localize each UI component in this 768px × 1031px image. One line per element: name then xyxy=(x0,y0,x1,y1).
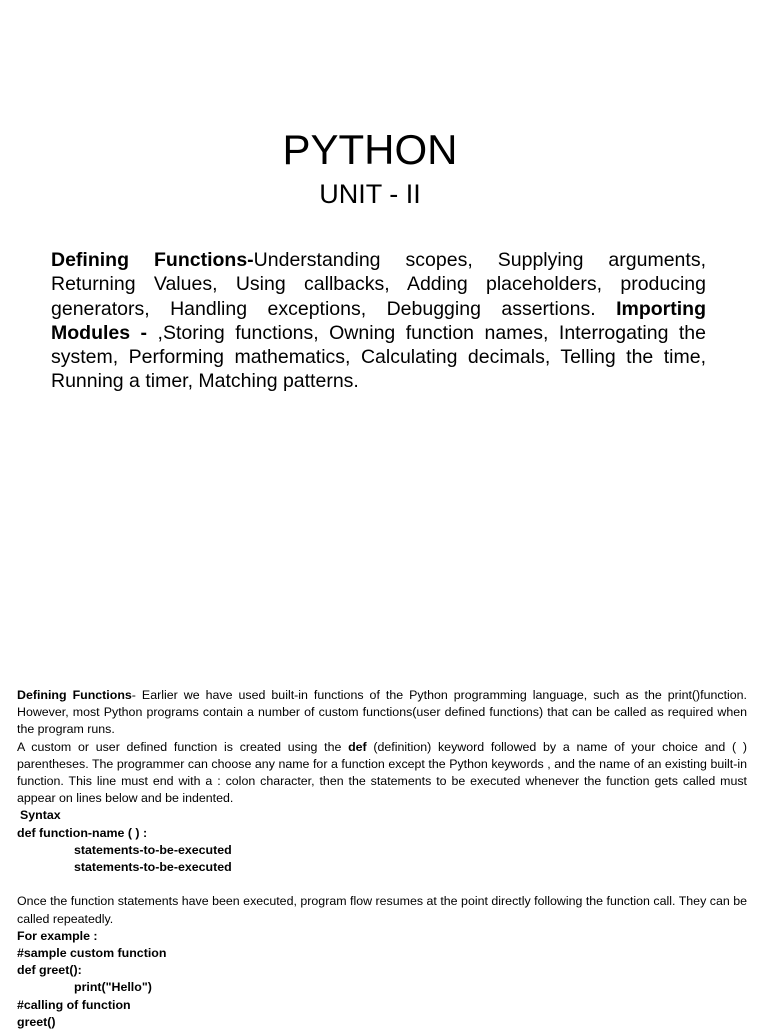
syntax-statement-line: statements-to-be-executed xyxy=(74,860,232,875)
syntax-def-line: def function-name ( ) : xyxy=(17,825,148,840)
def-description-end: (definition) keyword followed by a name of your choice and ( ) parentheses. The programmer can choose any name for a function except the Python keywords , and the name of an existing built-in function. This line must end with a : colon character, then the statements to be executed whenever the function gets called must appear on lines below and be indented. xyxy=(17,739,747,806)
syntax-statement-line: statements-to-be-executed xyxy=(74,842,232,857)
code-call-line: greet() xyxy=(17,1014,56,1029)
paragraph-defining-functions xyxy=(17,687,747,739)
slide-subtitle: UNIT - II xyxy=(319,179,421,209)
defining-functions-heading: Defining Functions xyxy=(17,688,132,702)
slide-title: PYTHON xyxy=(282,126,458,173)
def-description-start: A custom or user defined function is created using the xyxy=(17,739,349,754)
code-comment-line: #sample custom function xyxy=(17,946,167,961)
defining-functions-description: - Earlier we have used built-in functions of the Python programming language, such as the print()function. However, most Python programs contain a number of custom functions(user defined functions) that can be called as required when the program runs. xyxy=(17,688,747,737)
code-def-line: def greet(): xyxy=(17,963,82,978)
content-body xyxy=(17,687,747,1031)
syntax-heading: Syntax xyxy=(20,808,61,823)
example-heading: For example : xyxy=(17,928,98,943)
content-slide xyxy=(0,680,768,1029)
defining-functions-label: Defining Functions- xyxy=(51,249,254,271)
paragraph-program-flow: Once the function statements have been executed, program flow resumes at the point directly following the function call. They can be called repeatedly. xyxy=(17,894,747,926)
spacer xyxy=(17,876,747,893)
importing-modules-topics: ,Storing functions, Owning function names, Interrogating the system, Performing mathematics, Calculating decimals, Telling the time, Running a timer, Matching patterns. xyxy=(51,321,706,393)
topics-paragraph xyxy=(51,248,706,394)
code-print-line: print("Hello") xyxy=(74,980,152,995)
def-keyword: def xyxy=(348,739,367,754)
importing-modules-label: Importing Modules - xyxy=(51,297,706,344)
paragraph-def-keyword xyxy=(17,739,747,808)
defining-functions-topics: Understanding scopes, Supplying arguments, Returning Values, Using callbacks, Adding placeholders, producing generators, Handling exceptions, Debugging assertions. xyxy=(51,249,706,320)
code-comment-line: #calling of function xyxy=(17,997,131,1012)
